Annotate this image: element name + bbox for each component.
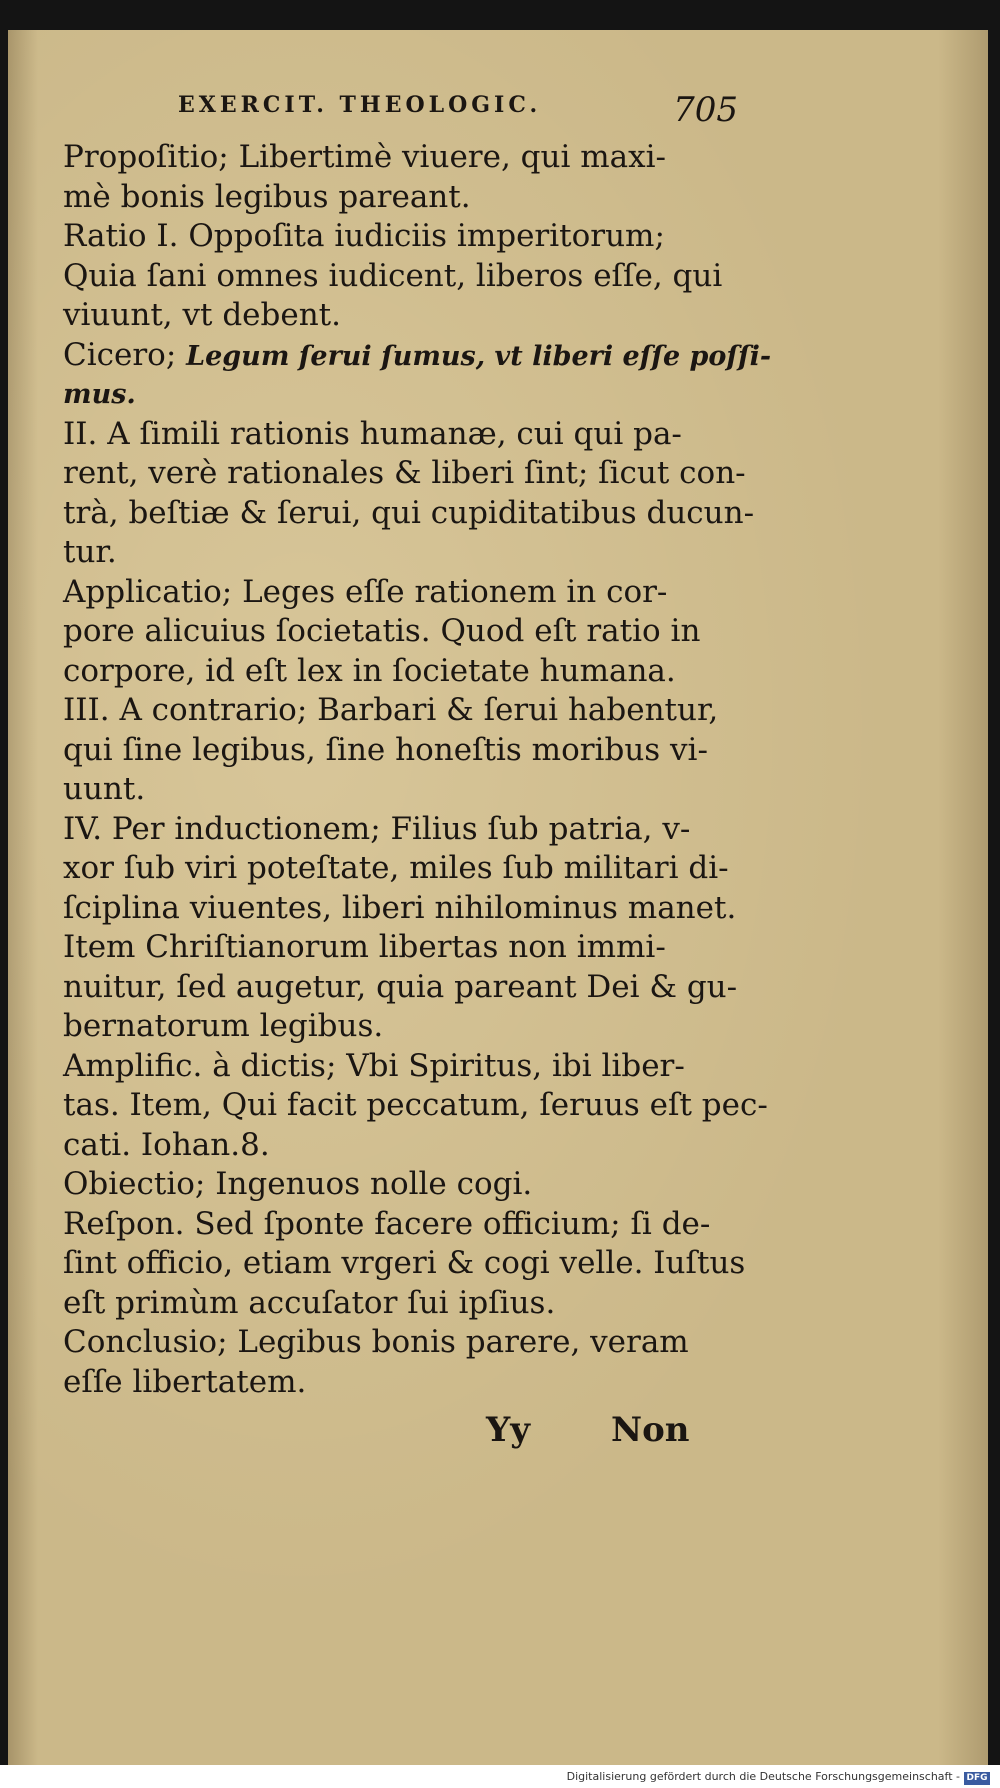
body-text [63,138,772,1402]
text-line: xor ſub viri poteſtate, miles ſub militari di- [63,850,729,886]
italic-quote: Legum ſerui ſumus, vt liberi eſſe poſſi- [186,340,772,372]
text-line: Propoſitio; Libertimè viuere, qui maxi- [63,139,666,175]
footer-bar [0,1770,1000,1788]
catchword: Non [611,1410,690,1450]
text-line-cicero [63,336,772,376]
text-line: cati. Iohan.8. [63,1126,270,1163]
text-line: II. A ſimili rationis humanæ, cui qui pa- [63,415,682,452]
signature-mark: Yy [486,1410,531,1450]
text-line: Amplific. à dictis; Vbi Spiritus, ibi liber- [63,1047,685,1084]
text-line: trà, beſtiæ & ſerui, qui cupiditatibus ducun- [63,494,755,531]
text-line: uunt. [63,771,146,807]
text-line: eſſe libertatem. [63,1363,307,1400]
text-line: ſint officio, etiam vrgeri & cogi velle. Iuſtus [63,1245,746,1281]
text-line: ſciplina viuentes, liberi nihilominus manet. [63,889,737,926]
text-line: mus. [63,379,136,410]
text-line: IV. Per inductionem; Filius ſub patria, v- [63,810,691,847]
text-line: tur. [63,534,117,570]
text-line: Obiectio; Ingenuos nolle cogi. [63,1166,533,1202]
text-line: tas. Item, Qui facit peccatum, ſeruus eſt pec- [63,1087,768,1123]
text-line: Quia ſani omnes iudicent, liberos eſſe, qui [63,257,723,294]
text-line: Applicatio; Leges eſſe rationem in cor- [63,573,668,610]
book-page [8,30,988,1765]
text-line: nuitur, ſed augetur, quia pareant Dei & gu- [63,968,738,1005]
page-header [178,90,738,130]
text-line: Reſpon. Sed ſponte facere officium; ſi de- [63,1205,711,1242]
text-line: bernatorum legibus. [63,1008,384,1044]
text-line: eſt primùm accuſator ſui ipſius. [63,1284,556,1321]
text-line: viuunt, vt debent. [63,297,341,333]
text-line: Conclusio; Legibus bonis parere, veram [63,1324,689,1360]
page-number: 705 [673,90,738,130]
text-line: qui ſine legibus, ſine honeſtis moribus vi- [63,731,708,768]
text-line: rent, verè rationales & liberi ſint; ſicut con- [63,455,746,491]
footer-credit: Digitalisierung gefördert durch die Deutsche Forschungsgemeinschaft - [566,1770,960,1783]
text-line: Item Chriſtianorum libertas non immi- [63,929,666,965]
text-line: Cicero; [63,336,177,373]
text-line: mè bonis legibus pareant. [63,178,471,215]
text-line: Ratio I. Oppoſita iudiciis imperitorum; [63,218,665,254]
text-line: corpore, id eſt lex in ſocietate humana. [63,652,676,689]
running-head: EXERCIT. THEOLOGIC. [178,92,542,118]
text-line: pore alicuius ſocietatis. Quod eſt ratio in [63,613,701,649]
text-line: III. A contrario; Barbari & ſerui habentur, [63,692,719,728]
dfg-logo: DFG [964,1772,990,1785]
